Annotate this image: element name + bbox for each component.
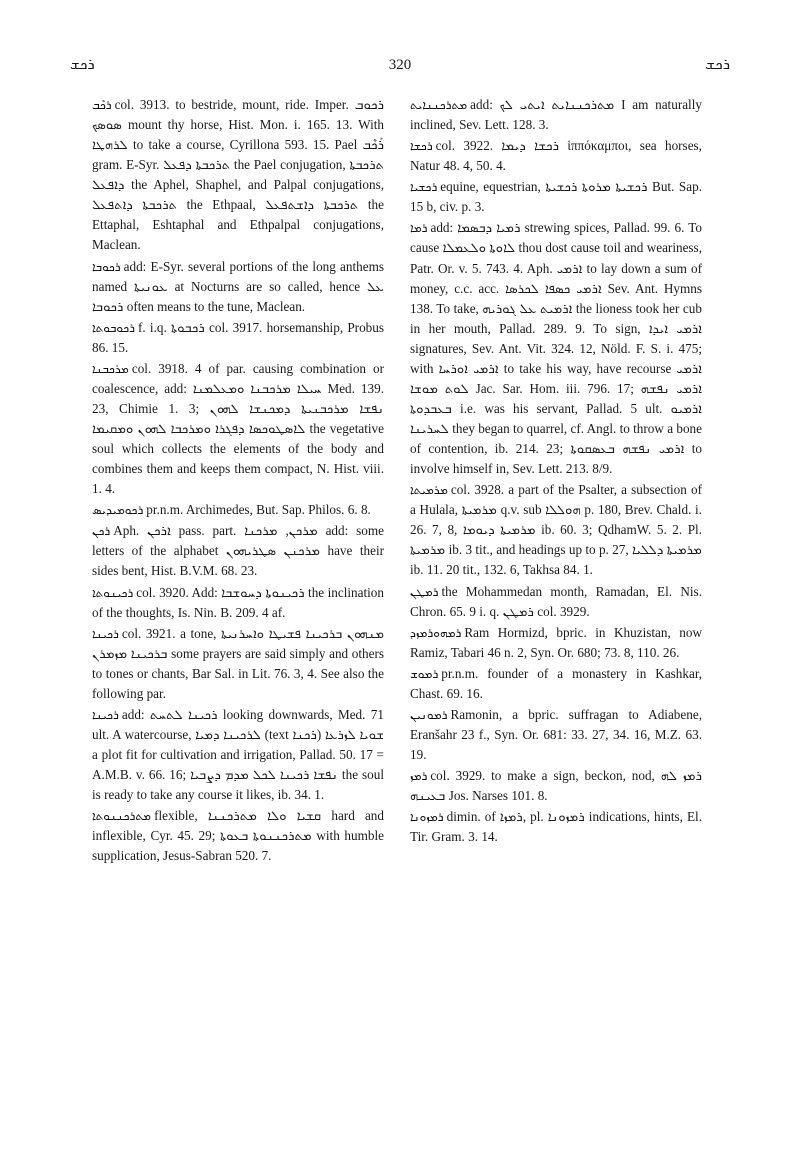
entry-text: col. 3922. ܪܟܫܐ ܕܝܡܐ ἱππόκαμποι, sea horses, Natur 48. 4, 50. 4. bbox=[410, 138, 702, 174]
headword: ܪܟܘܡܝܕܝܣ bbox=[92, 503, 144, 518]
dictionary-entry bbox=[92, 500, 384, 520]
dictionary-entry bbox=[92, 521, 384, 581]
entry-text: add: ܪܡܝܐ ܕܒܣܡܐ strewing spices, Pallad. 99. 6. To cause ܠܐܘܬܐ ܘܠܥܡܠܐ thou dost cause toil and weariness, Patr. Or. v. 5. 743. 4. Aph. ܐܪܡܝ to lay down a sum of money, c.c. acc. ܐܪܡܝ ܟܣܦܐ ܠܟܪܣܐ Sev. Ant. Hymns 138. To take, ܐܪܡܝܬ ܥܠ ܓܘܪܝܗ the lioness took her cub in her mouth, Pallad. 289. 9. To sign, ܐܪܡܝ ܐܝܕܐ signatures, Sev. Ant. Vit. 324. 12, Nöld. F. S. i. 475; with ܐܪܡܝ ܐܘܪܚܐ to take his way, have recourse ܐܪܡܝ ܠܘܬ ܡܘܫܐ Jac. Sar. Hom. iii. 796. 17; ܐܪܡܝ ܢܦܫܗ ܒܥܒܕܘܬܐ i.e. was his servant, Pallad. 5 ult. ܐܪܡܝܘ ܠܚܪܝܢܐ they began to quarrel, cf. Angl. to throw a bone of contention, ib. 214. 23; ܐܪܡܝ ܢܦܫܗ ܒܥܣܩܘܬܐ to involve himself in, Sev. Lett. 213. 8/9. bbox=[410, 220, 702, 477]
entry-text: f. i.q. ܪܟܒܘܬܐ col. 3917. horsemanship, Probus 86. 15. bbox=[92, 319, 384, 355]
entry-text: col. 3913. to bestride, mount, ride. Imper. ܪܟܘܒ ܣܘܣܟ mount thy horse, Hist. Mon. i. 165. 13. With ܠܪܗܛܐ to take a course, Cyrillona 593. 15. Pael ܪܰܟܶܒ gram. E-Syr. ܬܪܟܒܬܐ ܕܦܥܠ the Pael conjugation, ܬܪܟܒܬܐ ܕܐܦܥܠ the Aphel, Shaphel, and Palpal conjugations, ܬܪܟܒܬܐ ܕܐܬܦܥܠ the Ethpaal, ܬܪܟܒܬܐ ܕܐܫܬܦܥܠ the Ettaphal, Eshtaphal and Ethpalpal conjugations, Maclean. bbox=[92, 97, 384, 253]
headword: ܪܟܫܝܐ bbox=[410, 180, 438, 195]
dictionary-entry bbox=[410, 177, 702, 217]
dictionary-entry bbox=[410, 480, 702, 580]
entry-text: Ramonin, a bpric. suffragan to Adiabene, Eranšahr 23 f., Syn. Or. 681: 33. 27, 34. 16, M.Z. 63. 19. bbox=[410, 706, 702, 762]
headword: ܪܟܘܒܘܬܐ bbox=[92, 320, 135, 335]
headword: ܪܡܗܘܪܡܙܕ bbox=[410, 625, 462, 640]
headword: ܪܡܘܢܝܢ bbox=[410, 707, 448, 722]
text-columns bbox=[92, 95, 702, 1129]
entry-text: add: ܡܬܪܟܢܢܐܝܬ ܐܝܬܝ ܠܟ I am naturally inclined, Sev. Lett. 128. 3. bbox=[410, 97, 702, 133]
headword: ܡܬܪܟܢܢܘܬܐ bbox=[92, 809, 152, 824]
headword: ܪܡܛܢ bbox=[410, 584, 439, 599]
dictionary-entry bbox=[92, 359, 384, 499]
entry-text: pr.n.m. Archimedes, But. Sap. Philos. 6. 8. bbox=[146, 502, 371, 518]
entry-text: pr.n.m. founder of a monastery in Kashkar, Chast. 69. 16. bbox=[410, 665, 702, 701]
entry-text: flexible, ܩܫܝܐ ܘܠܐ ܡܬܪܟܢܢܐ hard and inflexible, Cyr. 45. 29; ܡܬܪܟܢܢܘܬܐ ܒܥܘܬܐ with humble supplication, Jesus-Sabran 520. 7. bbox=[92, 808, 384, 864]
page-number: 320 bbox=[388, 56, 412, 73]
dictionary-entry bbox=[410, 95, 702, 135]
dictionary-entry bbox=[410, 136, 702, 176]
headword: ܪܟܶܒ bbox=[92, 98, 112, 112]
headword: ܪܟܝܢܐ bbox=[92, 626, 119, 641]
dictionary-entry bbox=[92, 705, 384, 805]
dictionary-entry bbox=[410, 705, 702, 765]
dictionary-entry bbox=[410, 766, 702, 806]
entry-text: equine, equestrian, ܪܟܫܝܬܐ ܡܪܘܬܐ ܪܟܫܝܬܐ But. Sap. 15 b, civ. p. 3. bbox=[410, 179, 702, 215]
dictionary-entry bbox=[410, 664, 702, 704]
dictionary-entry bbox=[92, 95, 384, 256]
dictionary-entry bbox=[92, 624, 384, 704]
headword: ܡܪܟܒܢܐ bbox=[92, 361, 129, 376]
entry-text: the Mohammedan month, Ramadan, El. Nis. Chron. 65. 9 i. q. ܪܡܛܢ col. 3929. bbox=[410, 583, 702, 619]
header-right-word: ܪܟܫ bbox=[705, 57, 730, 73]
entry-text: Ram Hormizd, bpric. in Khuzistan, now Ramiz, Tabari 46 n. 2, Syn. Or. 680; 73. 8, 110. 26. bbox=[410, 624, 702, 660]
headword: ܪܡܐ bbox=[410, 221, 428, 236]
entry-text: add: ܪܟܝܢܐ ܠܬܚܬ looking downwards, Med. 71 ult. A watercourse, ܠܪܟܝܢܐ ܕܡܝܐ (text ܪܟܢܐ) ܫܘܝܐ ܠܙܪܥܐ a plot fit for cultivation and irrigation, Pallad. 50. 17 = A.M.B. v. 66. 16; ܢܦܫܐ ܪܟܝܢܐ ܠܟܠ ܡܕܡ ܕܨܒܝܐ the soul is ready to take any course it likes, ib. 34. 1. bbox=[92, 706, 384, 803]
entry-text: col. 3928. a part of the Psalter, a subsection of a Hulala, ܡܪܡܝܬܐ q.v. sub ܗܘܠܠܐ p. 180, Brev. Chald. i. 26. 7, 8, ܡܪܡܝܬܐ ܕܝܘܡܐ ib. 60. 3; QdhamW. 5. 2. Pl. ܡܪܡܝܬܐ ib. 3 tit., and headings up to p. 27, ܡܪܡܝܬܐ ܕܠܠܝܐ ib. 11. 20 tit., 132. 6, Takhsa 84. 1. bbox=[410, 482, 702, 578]
entry-text: col. 3920. Add: ܪܟܝܢܘܬܐ ܕܚܘܫܒܐ the inclination of the thoughts, Is. Nin. B. 209. 4 af. bbox=[92, 584, 384, 620]
headword: ܪܟܘܒܐ bbox=[92, 259, 121, 274]
right-column bbox=[410, 95, 702, 1129]
dictionary-entry bbox=[410, 582, 702, 622]
dictionary-entry bbox=[410, 807, 702, 847]
dictionary-entry bbox=[410, 623, 702, 663]
headword: ܡܬܪܟܢܢܐܝܬ bbox=[410, 98, 468, 112]
left-column bbox=[92, 95, 384, 1129]
headword: ܡܪܡܝܬܐ bbox=[410, 483, 448, 498]
dictionary-entry bbox=[92, 257, 384, 317]
headword: ܪܡܙ bbox=[410, 769, 428, 784]
headword: ܪܟܫܐ bbox=[410, 139, 433, 154]
headword: ܪܟܝܢܘܬܐ bbox=[92, 585, 134, 600]
headword: ܪܟܢ bbox=[92, 524, 111, 539]
dictionary-entry bbox=[410, 218, 702, 479]
dictionary-entry bbox=[92, 318, 384, 358]
headword: ܪܡܘܫ bbox=[410, 666, 439, 681]
entry-text: add: E-Syr. several portions of the long anthems named ܥܘܢܝܬܐ at Nocturns are so called, hence ܥܠ ܪܟܘܒܐ often means to the tune, Maclean. bbox=[92, 258, 384, 314]
entry-text: col. 3929. to make a sign, beckon, nod, ܪܡܙ ܠܗ ܒܥܝܢܗ Jos. Narses 101. 8. bbox=[410, 768, 702, 804]
dictionary-entry bbox=[92, 806, 384, 866]
dictionary-entry bbox=[92, 583, 384, 623]
entry-text: dimin. of ܪܡܙܐ, pl. ܪܡܙܘܢܐ indications, hints, El. Tir. Gram. 3. 14. bbox=[410, 809, 702, 845]
entry-text: Aph. ܐܪܟܢ pass. part. ܡܪܟܢ, ܡܪܟܢܐ add: some letters of the alphabet ܡܪܟܢܢ ܣܛܪܝܗܘܢ have their sides bent, Hist. B.V.M. 68. 23. bbox=[92, 523, 384, 579]
headword: ܪܡܙܘܢܐ bbox=[410, 810, 444, 825]
headword: ܪܟܝܢܐ bbox=[92, 707, 119, 722]
page-header bbox=[70, 50, 730, 80]
entry-text: col. 3918. 4 of par. causing combination or coalescence, add: ܚܝܠܐ ܡܪܟܒܢܐ ܘܡܥܠܡܢܐ Med. 139. 23, Chimie 1. 3; ܢܦܫܐ ܡܪܟܒܢܝܬܐ ܕܡܟܢܫܐ ܠܗܘܢ ܠܐܣܛܘܟܣܐ ܕܦܓܪܐ ܘܡܪܟܒܐ ܠܗܘܢ ܘܡܩܝܡܐ the vegetative soul which collects the elements of the body and combines them and keeps them compact, N. Hist. viii. 1. 4. bbox=[92, 360, 384, 497]
header-left-word: ܪܟܫ bbox=[70, 57, 95, 73]
entry-text: col. 3921. a tone, ܡܢܗܘܢ ܒܪܟܝܢܐ ܦܫܝܛܐ ܘܐܚܪܢܝܬܐ ܒܪܟܝܢܐ ܡܙܡܪܢ some prayers are said simply and others to tones or chants, Bar Sal. in Lit. 76. 3, 4. See also the following par. bbox=[92, 625, 384, 701]
